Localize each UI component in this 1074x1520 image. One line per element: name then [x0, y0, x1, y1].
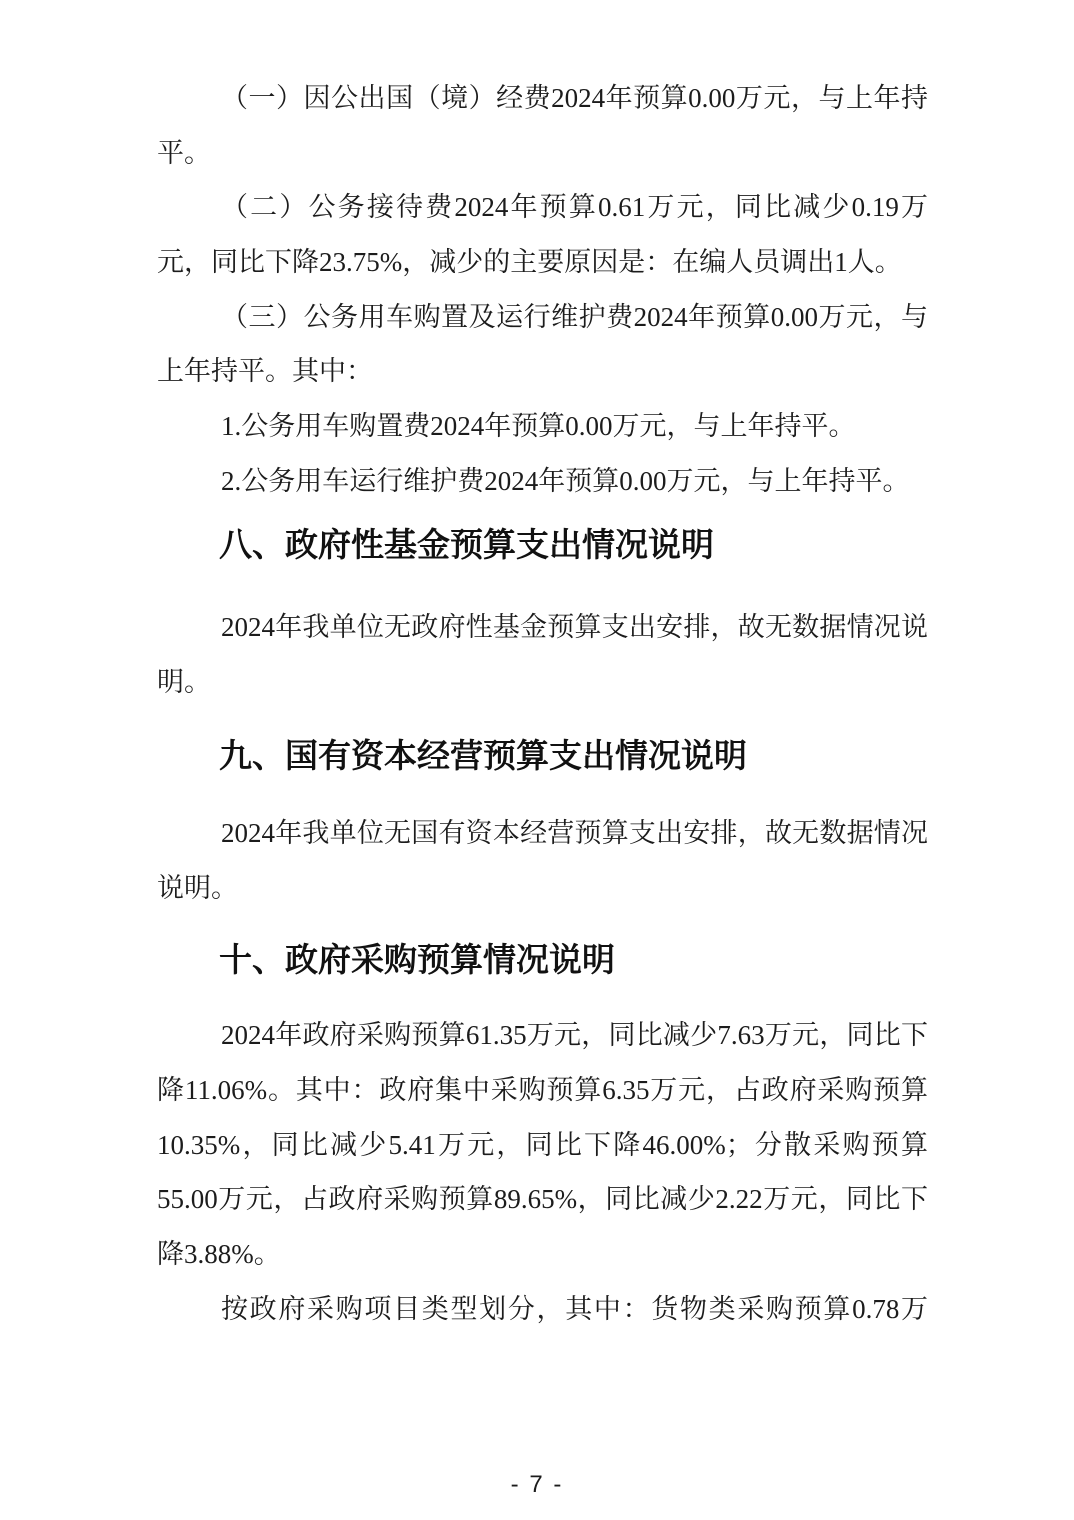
section-heading-10: 十、政府采购预算情况说明: [219, 940, 615, 978]
section-10-paragraph-line-3: 10.35%，同比减少5.41万元，同比下降46.00%；分散采购预算: [157, 1129, 928, 1160]
document-body: [157, 71, 928, 1336]
paragraph-line-item1-cont: 平。: [157, 137, 211, 168]
section-10-paragraph-line-4: 55.00万元，占政府采购预算89.65%，同比减少2.22万元，同比下: [157, 1184, 928, 1215]
section-8-paragraph-line: 2024年我单位无政府性基金预算支出安排，故无数据情况说: [221, 612, 928, 643]
paragraph-line-item2-cont: 元，同比下降23.75%，减少的主要原因是：在编人员调出1人。: [157, 247, 902, 278]
section-heading-9: 九、国有资本经营预算支出情况说明: [219, 736, 747, 774]
paragraph-line-item2: （二）公务接待费2024年预算0.61万元，同比减少0.19万: [221, 192, 928, 223]
section-10-paragraph-line-5: 降3.88%。: [157, 1239, 281, 1270]
paragraph-line-subitem1: 1.公务用车购置费2024年预算0.00万元，与上年持平。: [221, 411, 856, 442]
section-10-paragraph-line-2: 降11.06%。其中：政府集中采购预算6.35万元，占政府采购预算: [157, 1075, 928, 1105]
page-number: - 7 -: [510, 1471, 564, 1498]
paragraph-line-item1: （一）因公出国（境）经费2024年预算0.00万元，与上年持: [221, 83, 928, 113]
section-9-paragraph-line-cont: 说明。: [157, 872, 238, 903]
section-heading-8: 八、政府性基金预算支出情况说明: [219, 525, 714, 563]
paragraph-line-item3: （三）公务用车购置及运行维护费2024年预算0.00万元，与: [221, 301, 928, 332]
paragraph-line-subitem2: 2.公务用车运行维护费2024年预算0.00万元，与上年持平。: [221, 465, 910, 496]
section-10-paragraph-2-line-1: 按政府采购项目类型划分，其中：货物类采购预算0.78万: [221, 1293, 928, 1324]
section-8-paragraph-line-cont: 明。: [157, 666, 211, 697]
section-9-paragraph-line: 2024年我单位无国有资本经营预算支出安排，故无数据情况: [221, 818, 928, 849]
section-10-paragraph-line-1: 2024年政府采购预算61.35万元，同比减少7.63万元，同比下: [221, 1020, 928, 1051]
paragraph-line-item3-cont: 上年持平。其中：: [157, 356, 373, 387]
